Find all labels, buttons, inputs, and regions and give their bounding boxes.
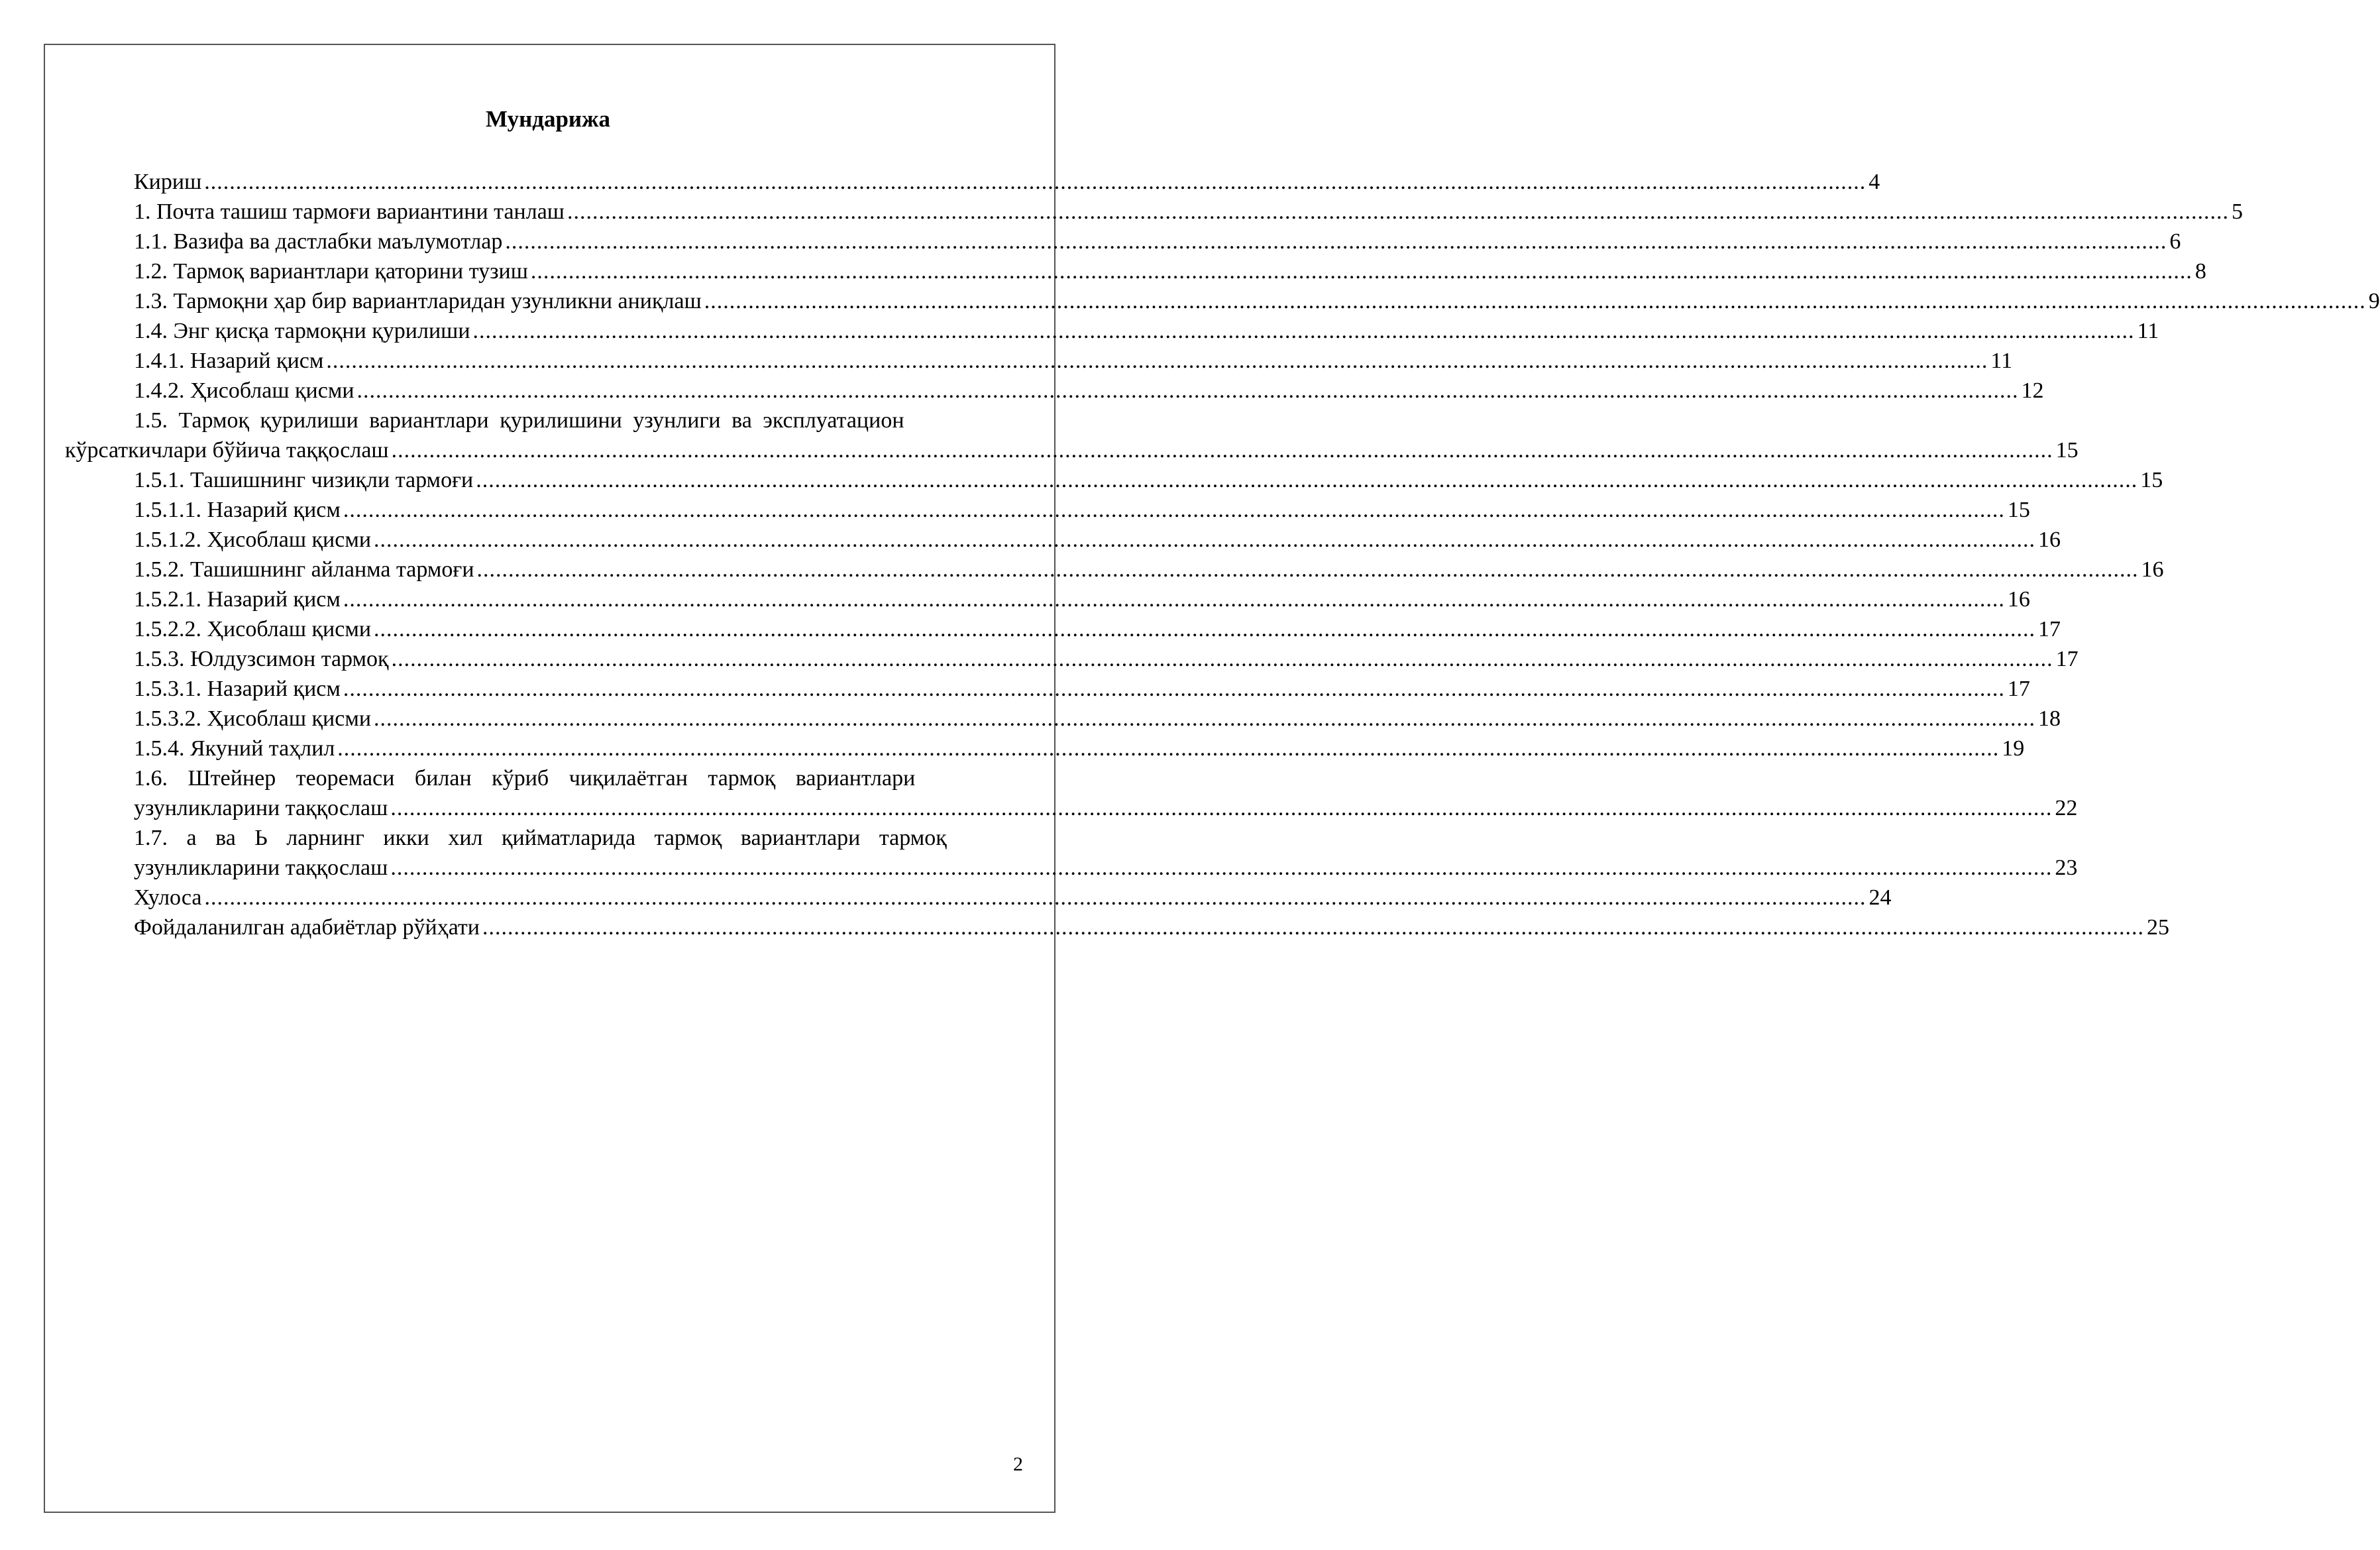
toc-entry-title: 1.5.4. Якуний таҳлил (134, 736, 335, 761)
toc-entry-1-1[interactable] (99, 227, 2181, 256)
toc-entry-page: 11 (2137, 319, 2159, 343)
toc-entry-title: 1.5.1.2. Ҳисоблаш қисми (134, 527, 372, 552)
toc-entry-title: 1.2. Тармоқ вариантлари қаторини тузиш (134, 259, 528, 284)
toc-entry-1-4-2[interactable] (99, 376, 2044, 406)
toc-entry-title: 1.4. Энг қисқа тармоқни қурилиши (134, 319, 470, 343)
table-of-contents (65, 167, 2380, 942)
toc-entry-page: 17 (2055, 647, 2079, 671)
toc-leader-dots (343, 584, 2005, 614)
toc-entry-1-7[interactable] (99, 823, 2078, 883)
toc-leader-dots (357, 376, 2019, 406)
toc-leader-dots (704, 286, 2366, 316)
toc-entry-page: 12 (2021, 378, 2044, 403)
toc-leader-dots (337, 734, 1999, 763)
toc-entry-page: 15 (2055, 438, 2079, 463)
toc-leader-dots (343, 674, 2005, 704)
toc-leader-dots (476, 465, 2137, 495)
toc-entry-page: 22 (2055, 796, 2078, 820)
toc-entry-1-5-3[interactable] (99, 644, 2079, 674)
toc-entry-page: 6 (2169, 229, 2181, 254)
toc-entry-1-6[interactable] (99, 763, 2078, 823)
toc-leader-dots (374, 614, 2035, 644)
toc-entry-page: 23 (2055, 856, 2078, 880)
toc-entry-1-5-3-1[interactable] (99, 674, 2030, 704)
toc-entry-title: Хулоса (134, 885, 202, 910)
toc-entry-title-line2: кўрсаткичлари бўйича таққослаш (65, 438, 389, 463)
toc-entry-conclusion[interactable] (99, 883, 1892, 913)
toc-entry-title: Кириш (134, 170, 202, 194)
toc-entry-1-3[interactable] (99, 286, 2380, 316)
toc-entry-page: 9 (2368, 289, 2380, 313)
toc-entry-title: 1.3. Тармоқни ҳар бир вариантларидан узунликни аниқлаш (134, 289, 702, 313)
toc-entry-title: 1.4.1. Назарий қисм (134, 349, 324, 373)
toc-entry-title: Фойдаланилган адабиётлар рўйҳати (134, 915, 480, 940)
toc-entry-title: 1. Почта ташиш тармоғи вариантини танлаш (134, 199, 565, 224)
toc-entry-1-5-2-2[interactable] (99, 614, 2061, 644)
toc-entry-page: 17 (2038, 617, 2061, 641)
toc-entry-title: 1.5.1. Ташишнинг чизиқли тармоғи (134, 468, 474, 492)
toc-entry-title: 1.4.2. Ҳисоблаш қисми (134, 378, 354, 403)
toc-entry-page: 25 (2147, 915, 2169, 940)
toc-entry-title: 1.5.2. Ташишнинг айланма тармоғи (134, 557, 474, 582)
toc-entry-title: 1.5.3.1. Назарий қисм (134, 677, 341, 701)
toc-entry-1-5-4[interactable] (99, 734, 2025, 763)
toc-entry-page: 24 (1868, 885, 1892, 910)
toc-entry-title: 1.5.2.2. Ҳисоблаш қисми (134, 617, 372, 641)
toc-entry-intro[interactable] (99, 167, 1880, 197)
toc-entry-title: 1.1. Вазифа ва дастлабки маълумотлар (134, 229, 503, 254)
toc-entry-title-line2: узунликларини таққослаш (134, 856, 388, 880)
toc-leader-dots (392, 644, 2053, 674)
toc-leader-dots (374, 704, 2035, 734)
toc-leader-dots (482, 913, 2144, 942)
page-number: 2 (1013, 1453, 1023, 1475)
toc-entry-title: 1.5.2.1. Назарий қисм (134, 587, 341, 612)
toc-leader-dots (392, 435, 2053, 465)
toc-entry-page: 15 (2140, 468, 2163, 492)
toc-entry-1-4[interactable] (99, 316, 2159, 346)
page-title: Мундарижа (486, 106, 610, 132)
toc-entry-page: 8 (2194, 259, 2206, 284)
toc-leader-dots (374, 525, 2035, 555)
toc-entry-page: 19 (2002, 736, 2025, 761)
toc-entry-1-5-2-1[interactable] (99, 584, 2030, 614)
toc-entry-title-line1: 1.5. Тармоқ қурилиши вариантлари қурилишини узунлиги ва эксплуатацион (134, 408, 904, 433)
toc-leader-dots (326, 346, 1988, 376)
toc-entry-title: 1.5.3. Юлдузсимон тармоқ (134, 647, 389, 671)
toc-leader-dots (343, 495, 2005, 525)
toc-entry-page: 5 (2231, 199, 2243, 224)
toc-entry-page: 15 (2007, 498, 2030, 522)
toc-entry-1[interactable] (99, 197, 2243, 227)
toc-entry-1-5-1-1[interactable] (99, 495, 2030, 525)
toc-leader-dots (505, 227, 2167, 256)
toc-entry-1-5-1-2[interactable] (99, 525, 2061, 555)
toc-entry-page: 16 (2007, 587, 2030, 612)
toc-leader-dots (204, 167, 1866, 197)
toc-entry-title-line1: 1.6. Штейнер теоремаси билан кўриб чиқилаётган тармоқ вариантлари (134, 766, 916, 791)
toc-entry-references[interactable] (99, 913, 2169, 942)
toc-entry-1-2[interactable] (99, 256, 2206, 286)
toc-leader-dots (390, 853, 2052, 883)
toc-leader-dots (567, 197, 2229, 227)
toc-entry-title-line2: узунликларини таққослаш (134, 796, 388, 820)
toc-entry-page: 18 (2038, 706, 2061, 731)
toc-entry-page: 16 (2038, 527, 2061, 552)
toc-entry-page: 16 (2141, 557, 2164, 582)
toc-entry-page: 11 (1990, 349, 2013, 373)
toc-leader-dots (390, 793, 2052, 823)
toc-leader-dots (204, 883, 1866, 913)
toc-entry-1-5-1[interactable] (99, 465, 2163, 495)
toc-entry-title: 1.5.1.1. Назарий қисм (134, 498, 341, 522)
toc-entry-1-5-2[interactable] (99, 555, 2164, 584)
toc-leader-dots (477, 555, 2139, 584)
toc-entry-page: 17 (2007, 677, 2030, 701)
toc-entry-title: 1.5.3.2. Ҳисоблаш қисми (134, 706, 372, 731)
toc-entry-title-line1: 1.7. а ва Ь ларнинг икки хил қийматларида тармоқ вариантлари тармоқ (134, 826, 947, 850)
toc-leader-dots (531, 256, 2192, 286)
toc-entry-1-5-3-2[interactable] (99, 704, 2061, 734)
toc-entry-1-4-1[interactable] (99, 346, 2013, 376)
toc-entry-page: 4 (1868, 170, 1880, 194)
toc-leader-dots (473, 316, 2135, 346)
toc-entry-1-5[interactable] (65, 406, 2079, 465)
